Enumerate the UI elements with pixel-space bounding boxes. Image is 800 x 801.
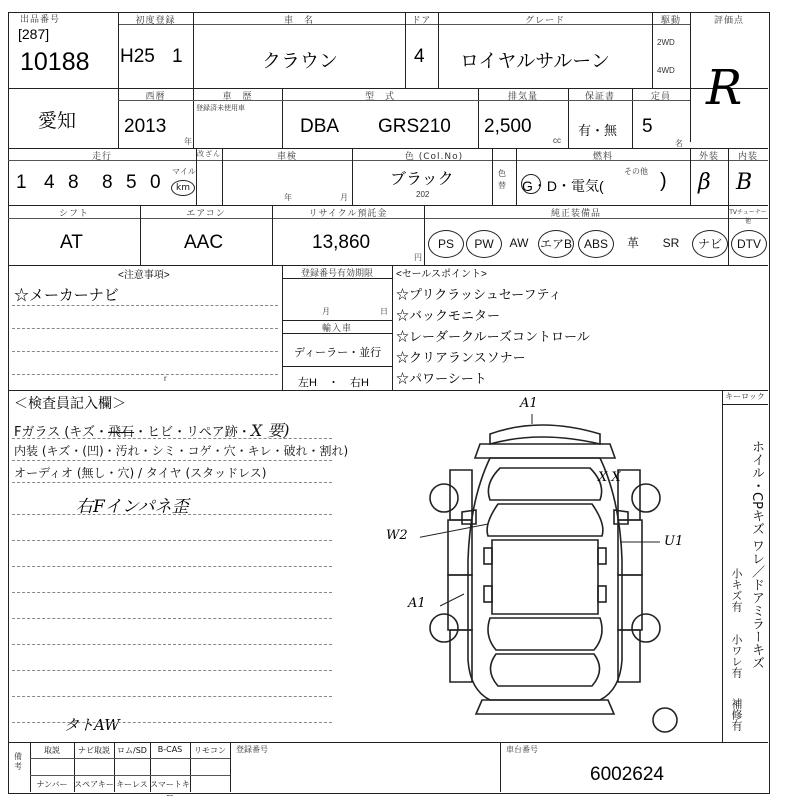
recycle-unit: 円 — [414, 253, 422, 262]
equip-navi: ナビ — [692, 230, 728, 258]
capacity-unit: 名 — [675, 139, 683, 148]
grade-label: グレード — [524, 16, 565, 26]
keylock-label: キーロック — [725, 392, 765, 401]
first-reg-month: 1 — [172, 46, 183, 67]
inspector-line-glass: Fガラス (キズ・飛石・ヒビ・リペア跡・X 要) — [14, 421, 290, 440]
equip-dtv: DTV — [731, 230, 767, 258]
warranty: 有・無 — [578, 123, 618, 138]
vertical-note-2: 小ワレ有 — [730, 634, 743, 678]
color: ブラック — [390, 171, 454, 188]
shift: AT — [60, 232, 83, 253]
footer-side-label: 備考 — [14, 752, 22, 771]
diagram-mark-right: U1 — [664, 534, 684, 549]
footer-col-keyless: キーレス — [116, 780, 148, 789]
year-label: 西暦 — [145, 92, 166, 102]
color-code: 202 — [416, 190, 430, 199]
import-label: 輸入車 — [321, 324, 352, 334]
diagram-mark-left2: A1 — [408, 596, 426, 611]
vertical-note-main: ホイル・CPキズ ワレ／ドアミラーキズ — [749, 440, 764, 670]
displacement-label: 排気量 — [507, 92, 538, 102]
caution-label: <注意事項> — [118, 270, 170, 281]
model-label: 型 式 — [364, 92, 395, 102]
displacement-unit: cc — [553, 136, 561, 145]
footer-col-manual: 取説 — [44, 746, 60, 755]
mileage-digit-3: 8 — [68, 172, 79, 193]
chassis-label: 車台番号 — [506, 745, 538, 754]
inspector-line-audio: オーディオ (無し・穴) / タイヤ (スタッドレス) — [14, 466, 267, 480]
lot-label: 出品番号 — [19, 15, 60, 25]
mileage-digit-1: 1 — [16, 172, 27, 193]
handwritten-note-1: 右Fインパネ歪 — [76, 497, 189, 517]
chassis-number: 6002624 — [590, 764, 664, 785]
handwritten-note-2: タトAW — [64, 716, 120, 734]
interior-grade: B — [736, 170, 753, 195]
year: 2013 — [124, 116, 167, 137]
lot-number: 10188 — [20, 48, 90, 76]
ac-label: エアコン — [186, 209, 226, 219]
equip-aw: AW — [509, 236, 529, 250]
drive-label: 駆動 — [660, 16, 681, 26]
drive-4wd: 4WD — [657, 66, 675, 75]
fuel-gas-circle — [521, 174, 541, 194]
doors-label: ドア — [411, 16, 432, 26]
mileage-digit-2: 4 — [44, 172, 55, 193]
equipment-label: 純正装備品 — [550, 209, 601, 219]
drive-2wd: 2WD — [657, 38, 675, 47]
mileage-digit-5: 5 — [126, 172, 137, 193]
year-unit: 年 — [184, 137, 192, 146]
car-damage-diagram — [420, 400, 720, 740]
inspector-line-interior: 内装 (キズ・(凹)・汚れ・シミ・コゲ・穴・キレ・破れ・割れ) — [14, 444, 349, 458]
reg-day: 日 — [380, 307, 388, 316]
ac: AAC — [184, 232, 224, 253]
diagram-mark-top: A1 — [520, 396, 538, 411]
color-change-label: 色替 — [498, 169, 506, 190]
capacity: 5 — [642, 116, 653, 137]
interior-label: 内装 — [737, 152, 758, 162]
recycle: 13,860 — [312, 232, 371, 253]
sales-point-2: ☆バックモニター — [396, 308, 501, 323]
recycle-label: リサイクル預託金 — [308, 209, 388, 219]
score: R — [706, 60, 743, 116]
vertical-note-1: 小キズ有 — [730, 568, 743, 612]
equip-sunroof: SR — [662, 236, 680, 250]
sales-point-4: ☆クリアランスソナー — [396, 350, 526, 365]
equip-airbag: エアB — [538, 230, 574, 258]
fuel: G・D・電気( — [522, 178, 604, 194]
diagram-mark-xx: X X — [598, 470, 621, 485]
diagram-mark-left: W2 — [386, 528, 408, 543]
equip-ps: PS — [428, 230, 464, 258]
model: GRS210 — [378, 116, 451, 137]
fuel-other: その他 — [624, 167, 648, 176]
body-note: 登録済未使用車 — [196, 105, 245, 112]
reg-month: 月 — [322, 307, 330, 316]
region: 愛知 — [38, 111, 77, 132]
mileage-digit-4: 8 — [102, 172, 113, 193]
first-reg-label: 初度登録 — [135, 16, 176, 26]
import-dealer: ディーラー・並行 — [294, 347, 382, 359]
body-history-label: 車 歴 — [222, 92, 253, 102]
mileage-label: 走行 — [91, 152, 112, 162]
model-prefix: DBA — [300, 116, 340, 137]
inspector-title: ＜検査員記入欄＞ — [14, 395, 126, 411]
sales-point-5: ☆パワーシート — [396, 371, 487, 386]
footer-col-navi-manual: ナビ取説 — [78, 746, 110, 755]
shift-label: シフト — [58, 209, 89, 219]
fuel-label: 燃料 — [592, 152, 613, 162]
caution-text: ☆メーカーナビ — [14, 287, 119, 304]
footer-col-spare-key: スペアキー — [74, 780, 114, 789]
mileage-unit-km: km — [171, 180, 195, 196]
fuel-close: ) — [660, 170, 667, 192]
mileage-digit-6: 0 — [150, 172, 161, 193]
footer-col-remote: リモコン — [194, 746, 226, 755]
inspection-label: 車検 — [276, 152, 297, 162]
exterior-grade: β — [698, 170, 711, 195]
car-name: クラウン — [262, 51, 339, 72]
footer-col-smart-key: スマートキー — [150, 780, 190, 800]
exterior-label: 外装 — [698, 152, 719, 162]
meter-label: 改ざん — [197, 150, 221, 158]
footer-col-bcas: B-CAS — [157, 745, 183, 754]
tuner-label: TVチューナー他 — [729, 209, 767, 225]
footer-col-rom: ロム/SD — [117, 746, 147, 755]
note-mark: r — [164, 374, 167, 383]
equip-pw: PW — [466, 230, 502, 258]
sales-point-1: ☆プリクラッシュセーフティ — [396, 287, 562, 302]
reg-no-label: 登録番号 — [236, 745, 268, 754]
doors: 4 — [414, 46, 425, 67]
inspection-month: 月 — [340, 193, 348, 202]
score-label: 評価点 — [713, 16, 744, 26]
first-reg-year: H25 — [120, 46, 155, 67]
car-name-label: 車 名 — [283, 16, 314, 26]
grade: ロイヤルサルーン — [460, 51, 610, 72]
vertical-note-3: 補修有 — [730, 698, 743, 731]
mileage-unit-mile: マイル — [172, 167, 196, 176]
handle-side: 左H ・ 右H — [298, 377, 369, 389]
inspection-year: 年 — [284, 193, 292, 202]
sales-label: <セールスポイント> — [396, 269, 487, 280]
equip-leather: 革 — [626, 236, 639, 250]
displacement: 2,500 — [484, 116, 532, 137]
reg-expiry-label: 登録番号有効期限 — [300, 269, 373, 279]
capacity-label: 定員 — [650, 92, 671, 102]
color-label: 色 (Col.No) — [404, 152, 464, 162]
footer-col-plate: ナンバー — [36, 780, 68, 789]
warranty-label: 保証書 — [584, 92, 615, 102]
equip-abs: ABS — [578, 230, 614, 258]
sales-point-3: ☆レーダークルーズコントロール — [396, 329, 590, 344]
lot-bracket: [287] — [18, 26, 50, 42]
